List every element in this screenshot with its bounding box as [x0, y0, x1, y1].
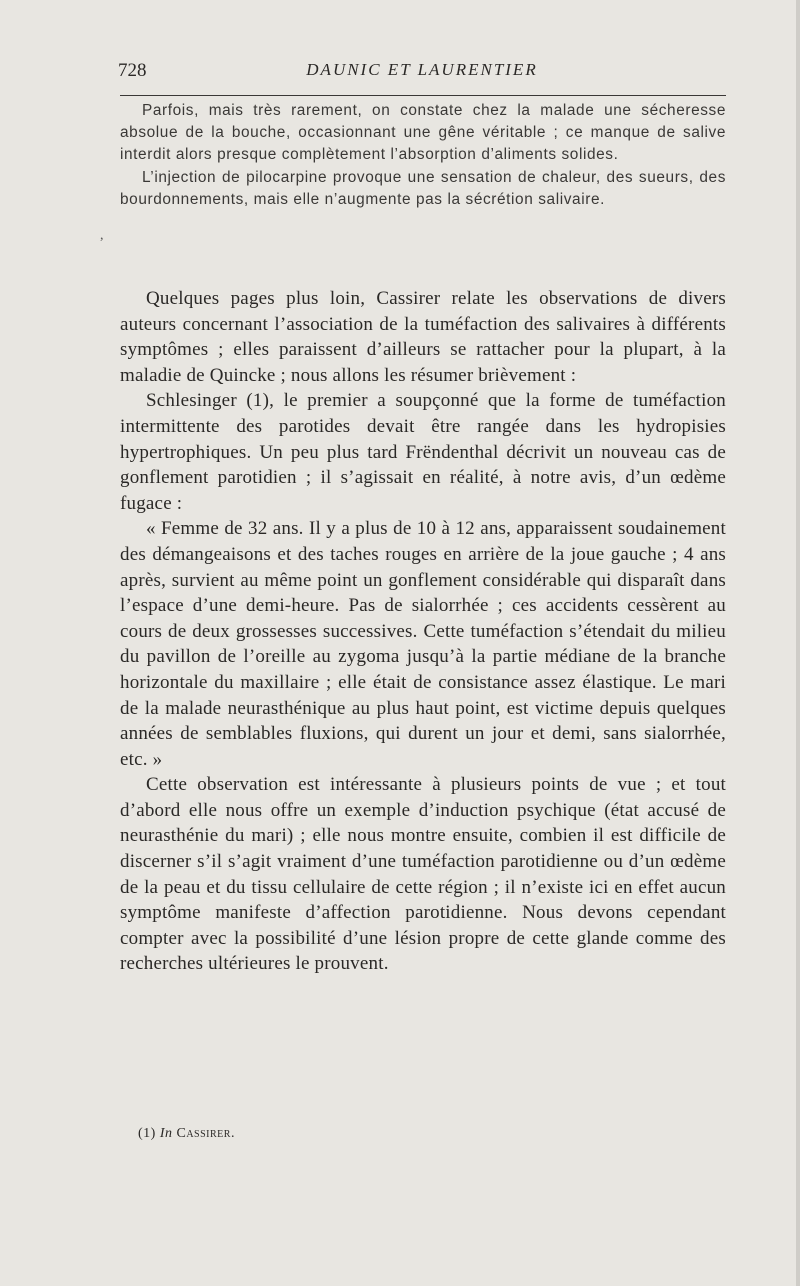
small-paragraph-2: L’injection de pilocarpine provoque une sensation de chaleur, des sueurs, des bourdonnements, mais elle n’augmente pas la sécrétion salivaire. — [120, 168, 726, 208]
paragraph-2: Schlesinger (1), le premier a soupçonné que la forme de tuméfaction intermittente des parotides devait être rangée dans les hydropisies hypertrophiques. Un peu plus tard Frëndenthal décrivit un nouveau cas de gonflement parotidien ; il s’agissait en réalité, à notre avis, d’un œdème fugace : — [120, 390, 726, 514]
header-rule — [120, 95, 726, 96]
small-paragraph-1: Parfois, mais très rarement, on constate chez la malade une sécheresse absolue de la bouche, occasionnant une gêne véritable ; ce manque de salive interdit alors presque complètement l’absorption d’aliments solides. — [120, 102, 726, 164]
small-print-block — [120, 100, 726, 211]
margin-mark: , — [100, 228, 104, 243]
footnote-number: (1) — [138, 1126, 156, 1141]
page-edge — [796, 0, 800, 1286]
page-header — [118, 58, 726, 92]
footnote-author: Cassirer. — [176, 1126, 235, 1141]
paragraph-3-quotation: « Femme de 32 ans. Il y a plus de 10 à 12 ans, apparaissent soudainement des démangeaisons et des taches rouges en arrière de la joue gauche ; 4 ans après, survient au même point un gonflement considérable qui disparaît dans l’espace d’une demi-heure. Pas de sialorrhée ; ces accidents cessèrent au cours de deux grossesses successives. Cette tuméfaction s’étendait du milieu du pavillon de l’oreille au zygoma jusqu’à la partie médiane de la branche horizontale du maxillaire ; elle était de consistance assez élastique. Le mari de la malade neurasthénique au plus haut point, est victime depuis quelques années de semblables fluxions, qui durent un jour et demi, sans sialorrhée, etc. » — [120, 518, 726, 770]
page-number: 728 — [118, 60, 147, 81]
paragraph-4: Cette observation est intéressante à plusieurs points de vue ; et tout d’abord elle nous offre un exemple d’induction psychique (état accusé de neurasthénie du mari) ; elle nous montre ensuite, combien il est difficile de discerner s’il s’agit vraiment d’une tuméfaction parotidienne ou d’un œdème de la peau et du tissu cellulaire de cette région ; il n’existe ici en effet aucun symptôme manifeste d’affection parotidienne. Nous devons cependant compter avec la possibilité d’une lésion propre de cette glande comme des recherches ultérieures le prouvent. — [120, 774, 726, 975]
running-head: DAUNIC ET LAURENTIER — [306, 60, 538, 79]
footnote-prefix: In — [159, 1126, 173, 1141]
main-text-block — [120, 286, 726, 977]
paragraph-1: Quelques pages plus loin, Cassirer relate les observations de divers auteurs concernant l’association de la tuméfaction des salivaires à différents symptômes ; elles paraissent d’ailleurs se rattacher pour la plupart, à la maladie de Quincke ; nous allons les résumer brièvement : — [120, 288, 726, 386]
footnote — [138, 1126, 235, 1142]
